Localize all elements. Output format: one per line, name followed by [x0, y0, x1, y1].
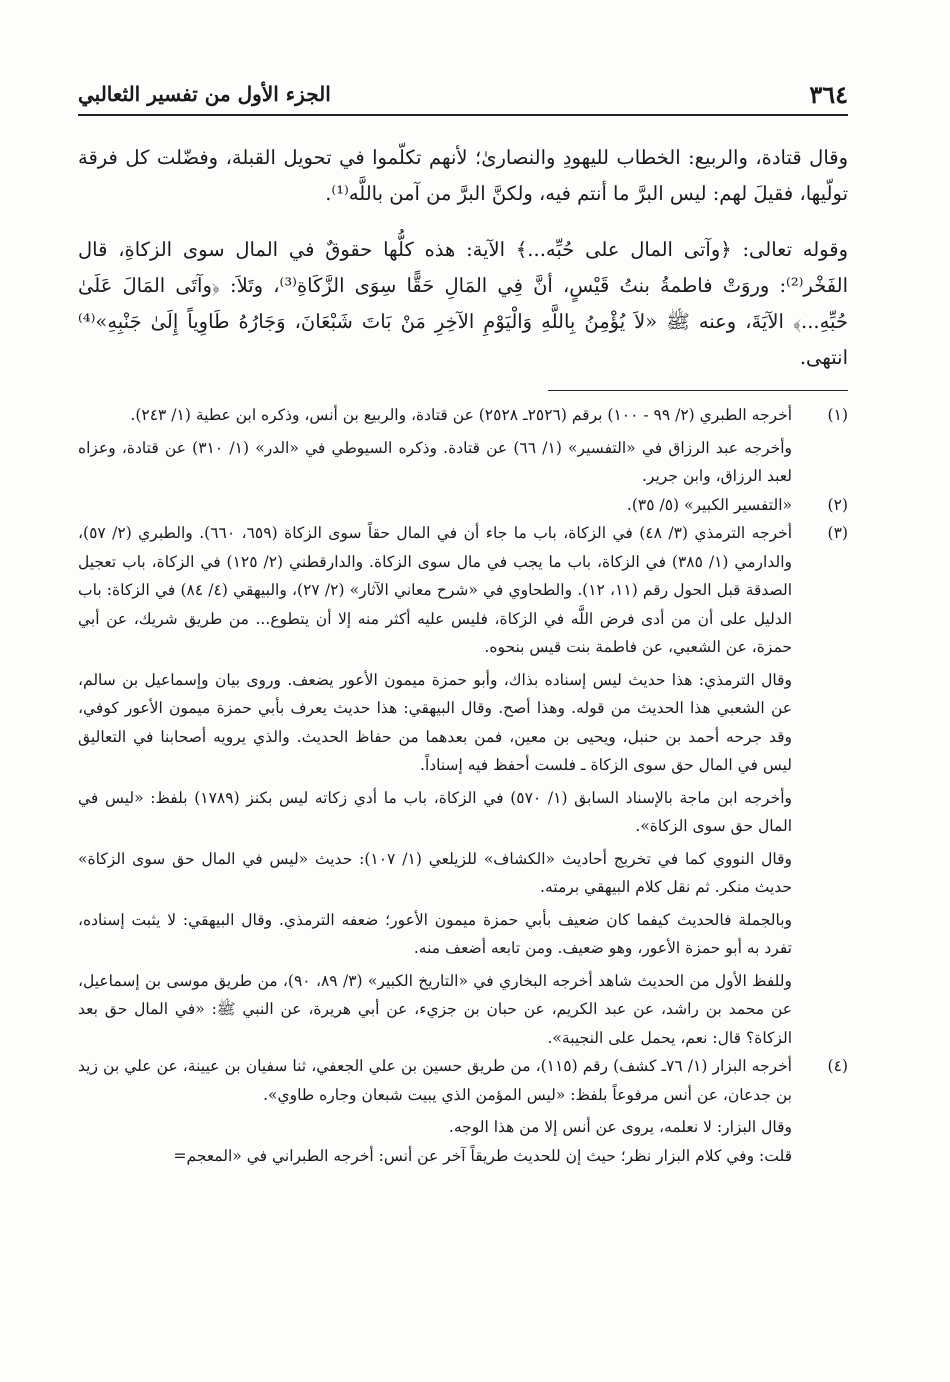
footnote-paragraph: وقال النووي كما في تخريج أحاديث «الكشاف» للزيلعي (١/ ١٠٧): حديث «ليس في المال حق سوى الزكاة» حديث منكر. ثم نقل كلام البيهقي برمته. [78, 849, 792, 896]
page-number: ٣٦٤ [809, 79, 848, 109]
main-paragraph: وقوله تعالى: ﴿وآتى المال على حُبِّه...﴾ الآية: هذه كلُّها حقوقٌ في المال سوى الزكاةِ، قال الفَخْر⁽²⁾: وروَتْ فاطمةُ بنتُ قَيْسٍ، أنَّ فِي المَالِ حَقًّا سِوَى الزَّكَاةِ⁽³⁾، وتَلاَ: ﴿وآتَى المَالَ عَلَىٰ حُبِّهِ...﴾ الآيَةَ، وعنه ﷺ «لاَ يُؤْمِنُ بِاللَّهِ وَالْيَوْمِ الآخِرِ مَنْ بَاتَ شَبْعَانَ، وَجَارُهُ طَاوِياً إِلَىٰ جَنْبِهِ»⁽⁴⁾ انتهى. [78, 238, 848, 369]
main-paragraph: وقال قتادة، والربيع: الخطاب لليهودِ والنصارىٰ؛ لأنهم تكلّموا في تحويل القبلة، وفضّلت كل فرقة تولّيها، فقيلَ لهم: ليس البرَّ ما أنتم فيه، ولكنَّ البرَّ من آمن باللَّه⁽¹⁾. [78, 146, 848, 205]
footnote-paragraph: وقال البزار: لا نعلمه، يروى عن أنس إلا من هذا الوجه. [448, 1118, 792, 1136]
footnote-paragraph: «التفسير الكبير» (٥/ ٣٥). [626, 495, 792, 514]
page-header [78, 74, 848, 116]
footnote [78, 491, 848, 520]
footnote-body [78, 1052, 792, 1142]
running-title: الجزء الأول من تفسير الثعالبي [78, 82, 331, 106]
footnote-paragraph: وللفظ الأول من الحديث شاهد أخرجه البخاري في «التاريخ الكبير» (٣/ ٨٩، ٩٠)، من طريق موسى بن إسماعيل، عن محمد بن راشد، عن عبد الكريم، عن حبان بن جزيء، عن أبي هريرة، عن النبي ﷺ: «في المال حق بعد الزكاة؟ قال: نعم، يحمل على النجيبة». [78, 971, 793, 1047]
footnote-paragraph: أخرجه البزار (١/ ٧٦ـ كشف) رقم (١١٥)، من طريق حسين بن علي الجعفي، ثنا سفيان بن عيينة، عن علي بن زيد بن جدعان، عن أنس مرفوعاً بلفظ: «ليس المؤمن الذي يبيت شبعان وجاره طاوي». [78, 1057, 792, 1104]
book-page [78, 74, 848, 1170]
footnote-body [78, 1142, 792, 1171]
footnote-paragraph: وأخرجه عبد الرزاق في «التفسير» (١/ ٦٦) عن قتادة. وذكره السيوطي في «الدر» (١/ ٣١٠) عن قتادة، وعزاه لعبد الرزاق، وابن جرير. [78, 438, 792, 485]
main-text [78, 140, 848, 376]
footnote-paragraph: أخرجه الترمذي (٣/ ٤٨) في الزكاة، باب ما جاء أن في المال حقاً سوى الزكاة (٦٥٩، ٦٦٠). والطبري (٢/ ٥٧)، والدارمي (١/ ٣٨٥) في الزكاة، باب ما يجب في مال سوى الزكاة. والدارقطني (٢/ ١٢٥) في الزكاة، باب تعجيل الصدقة قبل الحول رقم (١١، ١٢). والطحاوي في «شرح معاني الآثار» (٢/ ٢٧)، والبيهقي (٤/ ٨٤) في الزكاة: باب الدليل على أن من أدى فرض اللَّه في الزكاة، فليس عليه أكثر منه إلا أن يتطوع... من طريق شريك، عن أبي حمزة، عن الشعبي، عن فاطمة بنت قيس بنحوه. [78, 524, 793, 656]
footnote-number: (٣) [827, 524, 848, 542]
footnote-paragraph: قلت: وفي كلام البزار نظر؛ حيث إن للحديث طريقاً آخر عن أنس: أخرجه الطبراني في «المعجم= [173, 1146, 792, 1165]
footnote-number: (١) [827, 406, 848, 424]
footnote-separator [548, 390, 848, 391]
footnote [78, 519, 848, 1052]
footnote-number [792, 1142, 848, 1171]
footnote-body [78, 491, 792, 520]
footnote-paragraph: وقال الترمذي: هذا حديث ليس إسناده بذاك، وأبو حمزة ميمون الأعور يضعف. وروى بيان وإسماعيل بن سالم، عن الشعبي هذا الحديث من قوله. وهذا أصح. وقال البيهقي: هذا حديث يعرف بأبي حمزة ميمون الأعور كوفي، وقد جرحه أحمد بن حنبل، ويحيى بن معين، فمن بعدهما من حفاظ الحديث. والذي يرويه أصحابنا في التعاليق ليس في المال حق سوى الزكاة ـ فلست أحفظ فيه إسناداً. [78, 670, 792, 774]
footnote-paragraph: وبالجملة فالحديث كيفما كان ضعيف بأبي حمزة ميمون الأعور؛ ضعفه الترمذي. وقال البيهقي: لا يثبت إسناده، تفرد به أبو حمزة الأعور، وهو ضعيف. ومن تابعه أضعف منه. [78, 910, 792, 957]
footnote-number: (٢) [827, 495, 848, 514]
footnotes [78, 401, 848, 1170]
footnote-body [78, 401, 792, 491]
footnote-continuation [78, 1142, 848, 1171]
footnote [78, 1052, 848, 1142]
footnote-paragraph: وأخرجه ابن ماجة بالإسناد السابق (١/ ٥٧٠) في الزكاة، باب ما أدي زكاته ليس بكنز (١٧٨٩) بلفظ: «ليس في المال حق سوى الزكاة». [78, 788, 792, 835]
footnote [78, 401, 848, 491]
footnote-number: (٤) [827, 1057, 848, 1075]
footnote-body [78, 519, 792, 1052]
footnote-paragraph: أخرجه الطبري (٢/ ٩٩ - ١٠٠) برقم (٢٥٢٦ـ ٢٥٢٨) عن قتادة، والربيع بن أنس، وذكره ابن عطية (١/ ٢٤٣). [130, 406, 792, 424]
